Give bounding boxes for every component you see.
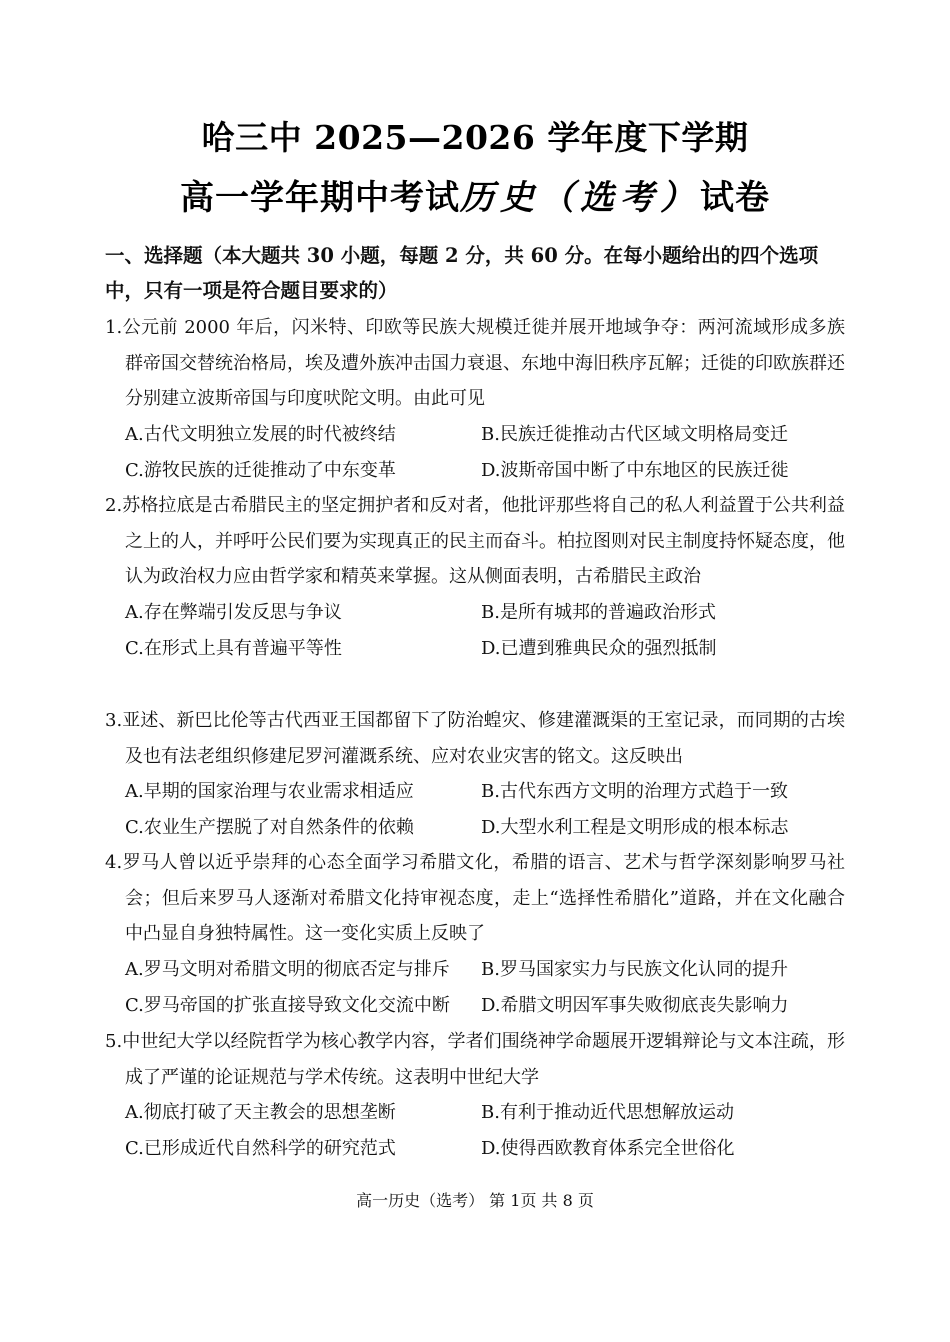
- question-5: [105, 1024, 845, 1167]
- question-options: [105, 774, 845, 845]
- question-stem: 3.亚述、新巴比伦等古代西亚王国都留下了防治蝗灾、修建灌溉渠的王室记录，而同期的古埃及也有法老组织修建尼罗河灌溉系统、应对农业灾害的铭文。这反映出: [105, 710, 845, 767]
- section-heading: 一、选择题（本大题共 30 小题，每题 2 分，共 60 分。在每小题给出的四个选项中，只有一项是符合题目要求的）: [105, 244, 819, 302]
- question-1: [105, 310, 845, 489]
- option-d[interactable]: D.使得西欧教育体系完全世俗化: [481, 1138, 735, 1160]
- option-d[interactable]: D.希腊文明因军事失败彻底丧失影响力: [481, 994, 789, 1016]
- option-d[interactable]: D.大型水利工程是文明形成的根本标志: [481, 817, 789, 839]
- option-b[interactable]: B.有利于推动近代思想解放运动: [481, 1102, 734, 1124]
- question-stem: 2.苏格拉底是古希腊民主的坚定拥护者和反对者，他批评那些将自己的私人利益置于公共利益之上的人，并呼吁公民们要为实现真正的民主而奋斗。柏拉图则对民主制度持怀疑态度，他认为政治权力应由哲学家和精英来掌握。这从侧面表明，古希腊民主政治: [105, 495, 845, 588]
- option-d[interactable]: D.波斯帝国中断了中东地区的民族迁徙: [481, 459, 789, 481]
- page-footer: 高一历史（选考） 第 1页 共 8 页: [356, 1191, 594, 1210]
- question-stem: 1.公元前 2000 年后，闪米特、印欧等民族大规模迁徙并展开地域争夺：两河流域形成多族群帝国交替统治格局，埃及遭外族冲击国力衰退、东地中海旧秩序瓦解；迁徙的印欧族群还分别建立波斯帝国与印度吠陀文明。由此可见: [105, 317, 845, 410]
- option-c[interactable]: C.农业生产摆脱了对自然条件的依赖: [125, 817, 414, 839]
- option-c[interactable]: C.游牧民族的迁徙推动了中东变革: [125, 459, 396, 481]
- question-options: [105, 1095, 845, 1166]
- option-b[interactable]: B.罗马国家实力与民族文化认同的提升: [481, 959, 788, 981]
- option-b[interactable]: B.民族迁徙推动古代区域文明格局变迁: [481, 424, 788, 446]
- question-2: [105, 488, 845, 667]
- option-c[interactable]: C.罗马帝国的扩张直接导致文化交流中断: [125, 994, 450, 1016]
- question-options: [105, 952, 845, 1023]
- option-a[interactable]: A.早期的国家治理与农业需求相适应: [125, 781, 414, 803]
- option-a[interactable]: A.罗马文明对希腊文明的彻底否定与排斥: [125, 959, 450, 981]
- option-c[interactable]: C.在形式上具有普遍平等性: [125, 637, 342, 659]
- option-b[interactable]: B.古代东西方文明的治理方式趋于一致: [481, 781, 788, 803]
- question-stem: 5.中世纪大学以经院哲学为核心教学内容，学者们围绕神学命题展开逻辑辩论与文本注疏，形成了严谨的论证规范与学术传统。这表明中世纪大学: [105, 1031, 845, 1088]
- question-options: [105, 417, 845, 488]
- question-stem: 4.罗马人曾以近乎崇拜的心态全面学习希腊文化，希腊的语言、艺术与哲学深刻影响罗马社会；但后来罗马人逐渐对希腊文化持审视态度，走上“选择性希腊化”道路，并在文化融合中凸显自身独特属性。这一变化实质上反映了: [105, 852, 845, 945]
- option-b[interactable]: B.是所有城邦的普遍政治形式: [481, 602, 716, 624]
- option-c[interactable]: C.已形成近代自然科学的研究范式: [125, 1138, 396, 1160]
- exam-title-prefix: 高一学年期中考试: [180, 178, 460, 218]
- exam-subject: 历史（选考）: [460, 178, 700, 218]
- question-options: [105, 595, 845, 666]
- exam-title-line1: 哈三中 2025—2026 学年度下学期: [201, 118, 749, 157]
- question-4: [105, 845, 845, 1024]
- exam-title-line2: [0, 170, 950, 219]
- option-a[interactable]: A.存在弊端引发反思与争议: [125, 602, 342, 624]
- question-3: [105, 703, 845, 846]
- option-d[interactable]: D.已遭到雅典民众的强烈抵制: [481, 637, 717, 659]
- exam-title-suffix: 试卷: [700, 178, 770, 218]
- option-a[interactable]: A.彻底打破了天主教会的思想垄断: [125, 1102, 396, 1124]
- option-a[interactable]: A.古代文明独立发展的时代被终结: [125, 424, 396, 446]
